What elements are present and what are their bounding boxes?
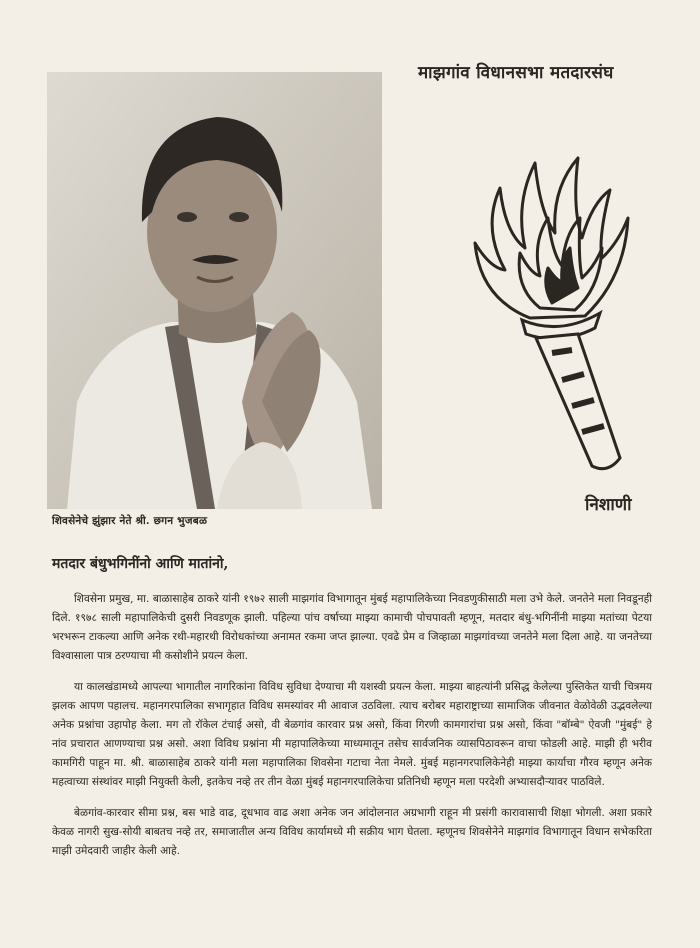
letter-salutation: मतदार बंधुभगिनींनो आणि मातांनो, [52,556,229,572]
constituency-heading: माझगांव विधानसभा मतदारसंघ [418,63,614,83]
letter-paragraph: बेळगांव-कारवार सीमा प्रश्न, बस भाडे वाढ, दूधभाव वाढ अशा अनेक जन आंदोलनात अग्रभागी राहून मी प्रसंगी कारावासाची शिक्षा भोगली. अशा प्रकारे केवळ नागरी सुख-सोयी बाबतच नव्हे तर, समाजातील अन्य विविध कार्यामध्ये मी सक्रीय भाग घेतला. म्हणूनच शिवसेनेने माझगांव विभागातून विधान सभेकरिता माझी उमेदवारी जाहीर केली आहे. [52,807,652,857]
letter-paragraph: शिवसेना प्रमुख, मा. बाळासाहेब ठाकरे यांनी १९७२ साली माझगांव विभागातून मुंबई महापालिकेच्या निवडणुकीसाठी मला उभे केले. जनतेने मला निवडूनही दिले. १९७८ साली महापालिकेची दुसरी निवडणूक झाली. पहिल्या पांच वर्षाच्या माझ्या कामाची पोचपावती म्हणून, मतदार बंधु-भगिनींनी माझ्या मतांच्या पेटया भरभरून टाकल्या आणि अनेक रथी-महारथी विरोधकांच्या अनामत रकमा जप्त झाल्या. एवढे प्रेम व जिव्हाळा माझगांवच्या जनतेने मला दिला आहे. या जनतेच्या विश्वासाला पात्र ठरण्याचा मी कसोशीने प्रयत्न केला. [52,593,652,662]
candidate-portrait-image [47,72,382,509]
election-symbol-label: निशाणी [585,495,632,515]
letter-paragraph: या कालखंडामध्ये आपल्या भागातील नागरिकांना विविध सुविधा देण्याचा मी यशस्वी प्रयत्न केला. माझ्या बाहत्यांनी प्रसिद्ध केलेल्या पुस्तिकेत याची चित्रमय झलक आपण पहालच. महानगरपालिका सभागृहात विविध समस्यांवर मी आवाज उठविला. त्याच बरोबर महाराष्ट्राच्या सामाजिक जीवनात वेळोवेळी उद्भवलेल्या अनेक प्रश्नांचा उहापोह केला. मग तो रॉकेल टंचाई असो, वी बेळगांव कारवार प्रश्न असो, किंवा गिरणी कामगारांचा प्रश्न असो, किंवा "बॉम्बे" ऐवजी "मुंबई" हे नांव प्रचारात आणण्याचा प्रश्न असो. अशा विविध प्रश्नांना मी महापालिकेच्या माध्यमातून तसेच सार्वजनिक व्यासपिठावरून वाचा फोडली आहे. माझी ही भरीव कामगिरी पाहून मा. श्री. बाळासाहेब ठाकरे यांनी मला महापालिका शिवसेना गटाचा नेता नेमले. मुंबई महानगरपालिकेनेही माझ्या कार्याचा गौरव म्हणून अनेक महत्वाच्या संस्थांवर माझी नियुक्ती केली, इतकेच नव्हे तर तीन वेळा मुंबई महानगरपालिकेचा प्रतिनिधी म्हणून मला परदेशी अभ्यासदौऱ्यावर पाठविले. [52,681,652,788]
torch-icon [460,148,640,478]
letter-body [52,590,652,873]
candidate-photo [47,72,382,509]
photo-caption: शिवसेनेचे झुंझार नेते श्री. छगन भुजबळ [52,515,208,527]
